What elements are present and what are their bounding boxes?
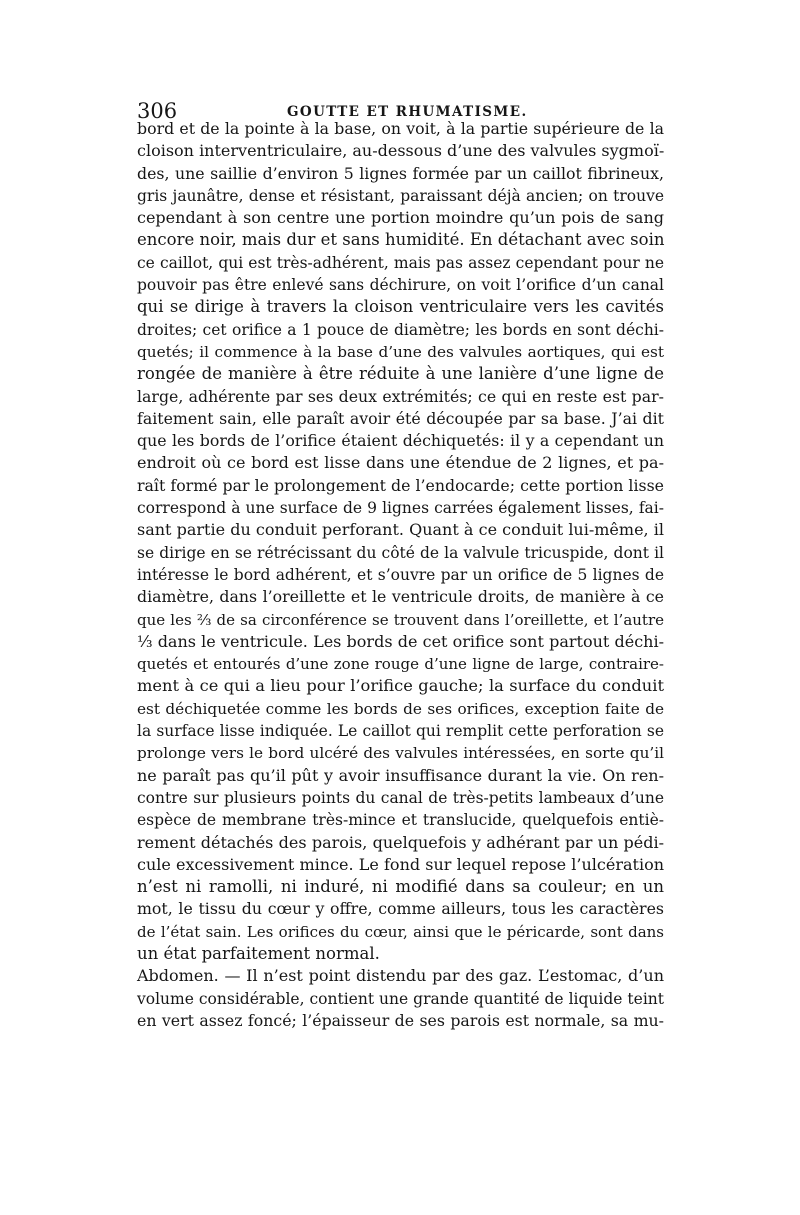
text-line: sant partie du conduit perforant. Quant à ce conduit lui-même, il bbox=[137, 520, 664, 540]
text-line: contre sur plusieurs points du canal de très-petits lambeaux d’une bbox=[137, 788, 664, 807]
text-line: que les bords de l’orifice étaient déchiquetés: il y a cependant un bbox=[137, 431, 664, 451]
text-line: ce caillot, qui est très-adhérent, mais pas assez cependant pour ne bbox=[137, 253, 664, 272]
text-line: intéresse le bord adhérent, et s’ouvre par un orifice de 5 lignes de bbox=[137, 565, 664, 584]
text-line: cule excessivement mince. Le fond sur lequel repose l’ulcération bbox=[137, 854, 664, 874]
text-line: cloison interventriculaire, au-dessous d’une des valvules sygmoï- bbox=[137, 141, 665, 161]
text-line: quetés; il commence à la base d’une des valvules aortiques, qui est bbox=[137, 342, 664, 361]
text-line: mot, le tissu du cœur y offre, comme ailleurs, tous les caractères bbox=[137, 899, 664, 919]
text-line: prolonge vers le bord ulcéré des valvules intéressées, en sorte qu’il bbox=[137, 744, 664, 763]
text-line: que les ⅔ de sa circonférence se trouvent dans l’oreillette, et l’autre bbox=[137, 610, 664, 629]
text-line: n’est ni ramolli, ni induré, ni modifié dans sa couleur; en un bbox=[137, 877, 664, 897]
text-line: ment à ce qui a lieu pour l’orifice gauche; la surface du conduit bbox=[137, 676, 664, 696]
text-line: rongée de manière à être réduite à une lanière d’une ligne de bbox=[137, 364, 664, 384]
text-line: gris jaunâtre, dense et résistant, paraissant déjà ancien; on trouve bbox=[137, 186, 664, 205]
text-line: cependant à son centre une portion moindre qu’un pois de sang bbox=[137, 208, 664, 228]
body-text bbox=[137, 118, 664, 1032]
text-line: endroit où ce bord est lisse dans une étendue de 2 lignes, et pa- bbox=[137, 453, 664, 473]
text-line: ne paraît pas qu’il pût y avoir insuffisance durant la vie. On ren- bbox=[137, 765, 664, 785]
text-line: correspond à une surface de 9 lignes carrées également lisses, fai- bbox=[137, 499, 664, 518]
text-line: espèce de membrane très-mince et translucide, quelquefois entiè- bbox=[137, 811, 664, 830]
text-line: de l’état sain. Les orifices du cœur, ainsi que le péricarde, sont dans bbox=[137, 922, 664, 941]
text-line: volume considérable, contient une grande quantité de liquide teint bbox=[137, 989, 664, 1008]
text-line: se dirige en se rétrécissant du côté de la valvule tricuspide, dont il bbox=[137, 543, 664, 562]
text-line: diamètre, dans l’oreillette et le ventricule droits, de manière à ce bbox=[137, 587, 664, 607]
text-line: ⅓ dans le ventricule. Les bords de cet orifice sont partout déchi- bbox=[137, 631, 664, 651]
text-line: des, une saillie d’environ 5 lignes formée par un caillot fibrineux, bbox=[137, 163, 664, 183]
text-line: Abdomen. — Il n’est point distendu par des gaz. L’estomac, d’un bbox=[137, 966, 664, 986]
text-line: encore noir, mais dur et sans humidité. En détachant avec soin bbox=[137, 230, 665, 250]
text-line: qui se dirige à travers la cloison ventriculaire vers les cavités bbox=[137, 297, 664, 317]
text-line: raît formé par le prolongement de l’endocarde; cette portion lisse bbox=[137, 475, 664, 495]
text-line: rement détachés des parois, quelquefois y adhérant par un pédi- bbox=[137, 832, 664, 852]
text-line: la surface lisse indiquée. Le caillot qui remplit cette perforation se bbox=[137, 722, 664, 741]
text-line: est déchiquetée comme les bords de ses orifices, exception faite de bbox=[137, 699, 664, 718]
text-line: un état parfaitement normal. bbox=[137, 943, 380, 963]
text-line: faitement sain, elle paraît avoir été découpée par sa base. J’ai dit bbox=[137, 408, 664, 428]
page-number: 306 bbox=[137, 99, 178, 123]
running-title: GOUTTE ET RHUMATISME. bbox=[287, 104, 528, 120]
text-line: droites; cet orifice a 1 pouce de diamètre; les bords en sont déchi- bbox=[137, 320, 664, 339]
text-line: large, adhérente par ses deux extrémités; ce qui en reste est par- bbox=[137, 386, 664, 406]
text-line: quetés et entourés d’une zone rouge d’une ligne de large, contraire- bbox=[137, 655, 664, 674]
text-line: pouvoir pas être enlevé sans déchirure, on voit l’orifice d’un canal bbox=[137, 276, 664, 295]
text-line: en vert assez foncé; l’épaisseur de ses parois est normale, sa mu- bbox=[137, 1010, 664, 1030]
text-line: bord et de la pointe à la base, on voit, à la partie supérieure de la bbox=[137, 119, 664, 138]
